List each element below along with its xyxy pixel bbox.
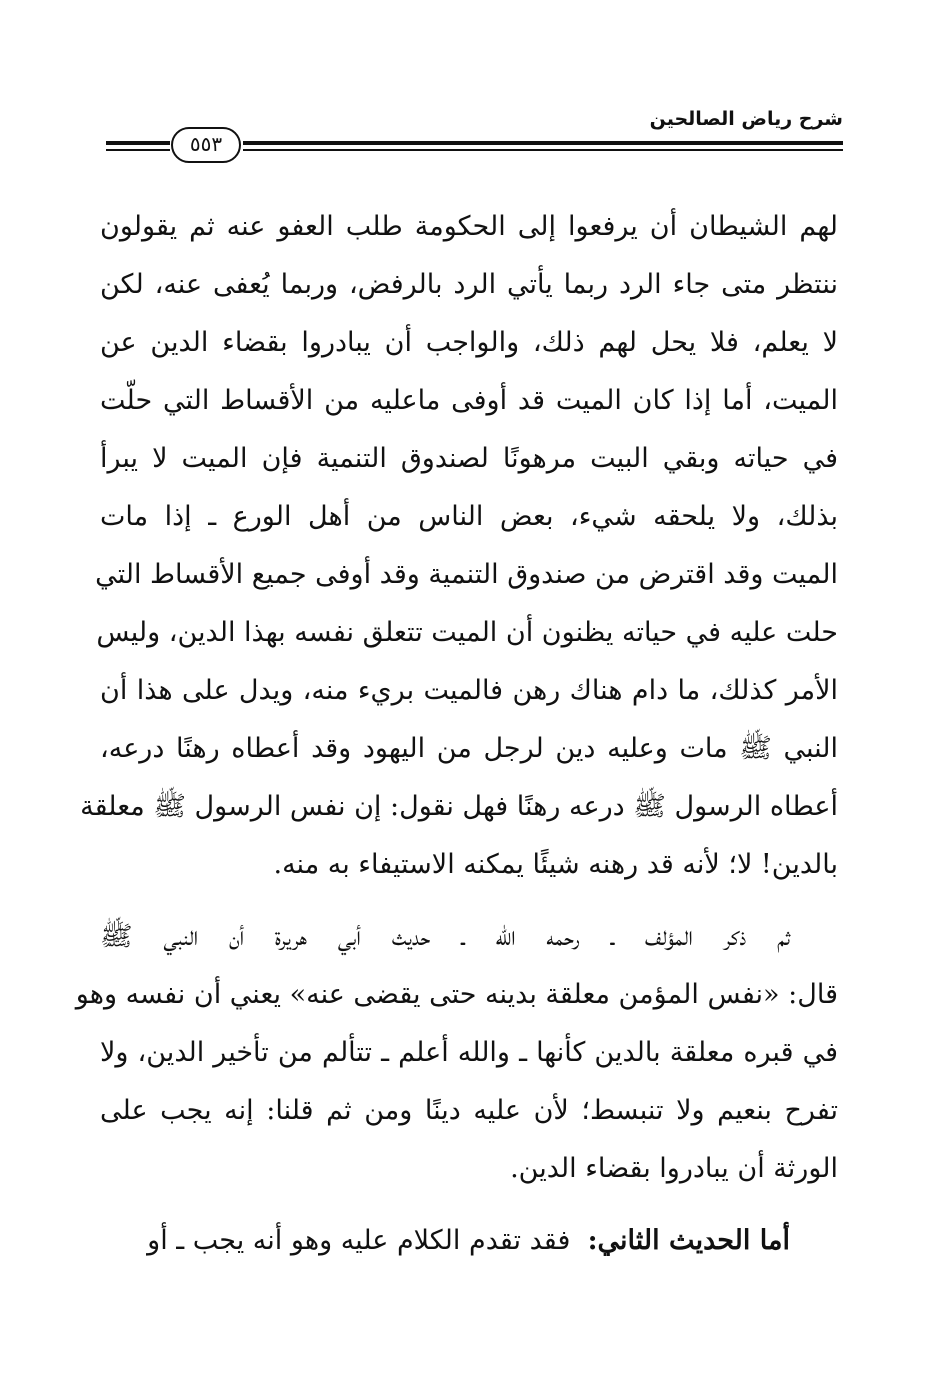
section-lead: أما الحديث الثاني: <box>587 1225 790 1256</box>
header-rule-left-thick <box>106 141 170 145</box>
text-line: في حياته وبقي البيت مرهونًا لصندوق التنمية فإن الميت لا يبرأ <box>100 443 838 474</box>
text-line: في قبره معلقة بالدين كأنها ـ والله أعلم ـ تتألم من تأخير الدين، ولا <box>100 1037 838 1068</box>
paragraph-3 <box>100 1212 838 1270</box>
text-line: ننتظر متى جاء الرد ربما يأتي الرد بالرفض، وربما يُعفى عنه، لكن <box>100 269 838 300</box>
text-line: الورثة أن يبادروا بقضاء الدين. <box>510 1153 838 1184</box>
text-line: تفرح بنعيم ولا تنبسط؛ لأن عليه دينًا ومن ثم قلنا: إنه يجب على <box>100 1095 838 1126</box>
paragraph-gap <box>100 894 838 908</box>
text-line: أعطاه الرسول ﷺ درعه رهنًا فهل نقول: إن نفس الرسول ﷺ معلقة <box>80 791 838 822</box>
section-lead-continuation: فقد تقدم الكلام عليه وهو أنه يجب ـ أو <box>147 1225 571 1256</box>
text-line <box>100 1212 838 1270</box>
text-line: ثم ذكر المؤلف ـ رحمه الله ـ حديث أبي هريرة أن النبي ﷺ <box>100 921 790 952</box>
header-rule-left-thin <box>106 149 170 151</box>
body-text <box>75 198 838 1270</box>
text-line: لا يعلم، فلا يحل لهم ذلك، والواجب أن يبادروا بقضاء الدين عن <box>100 327 838 358</box>
header-rule-thick <box>243 141 843 145</box>
running-header-title: شرح رياض الصالحين <box>649 108 843 130</box>
text-line: بالدين! لا؛ لأنه قد رهنه شيئًا يمكنه الاستيفاء به منه. <box>273 849 838 880</box>
text-line: الأمر كذلك، ما دام هناك رهن فالميت بريء منه، ويدل على هذا أن <box>100 675 838 706</box>
header-rule-thin <box>243 149 843 151</box>
text-line: بذلك، ولا يلحقه شيء، بعض الناس من أهل الورع ـ إذا مات <box>100 501 838 532</box>
paragraph-2 <box>75 908 838 1198</box>
text-line: لهم الشيطان أن يرفعوا إلى الحكومة طلب العفو عنه ثم يقولون <box>100 211 838 242</box>
text-line: حلت عليه في حياته يظنون أن الميت تتعلق نفسه بهذا الدين، وليس <box>96 617 838 648</box>
page-number: ٥٥٣ <box>171 127 241 163</box>
text-line: الميت، أما إذا كان الميت قد أوفى ماعليه من الأقساط التي حلّت <box>100 385 838 416</box>
paragraph-gap <box>100 1198 838 1212</box>
text-line: الميت وقد اقترض من صندوق التنمية وقد أوفى جميع الأقساط التي <box>95 559 838 590</box>
text-line: قال: «نفس المؤمن معلقة بدينه حتى يقضى عنه» يعني أن نفسه وهو <box>75 979 838 1010</box>
paragraph-1 <box>80 198 838 894</box>
text-line: النبي ﷺ مات وعليه دين لرجل من اليهود وقد أعطاه رهنًا درعه، <box>100 733 838 764</box>
